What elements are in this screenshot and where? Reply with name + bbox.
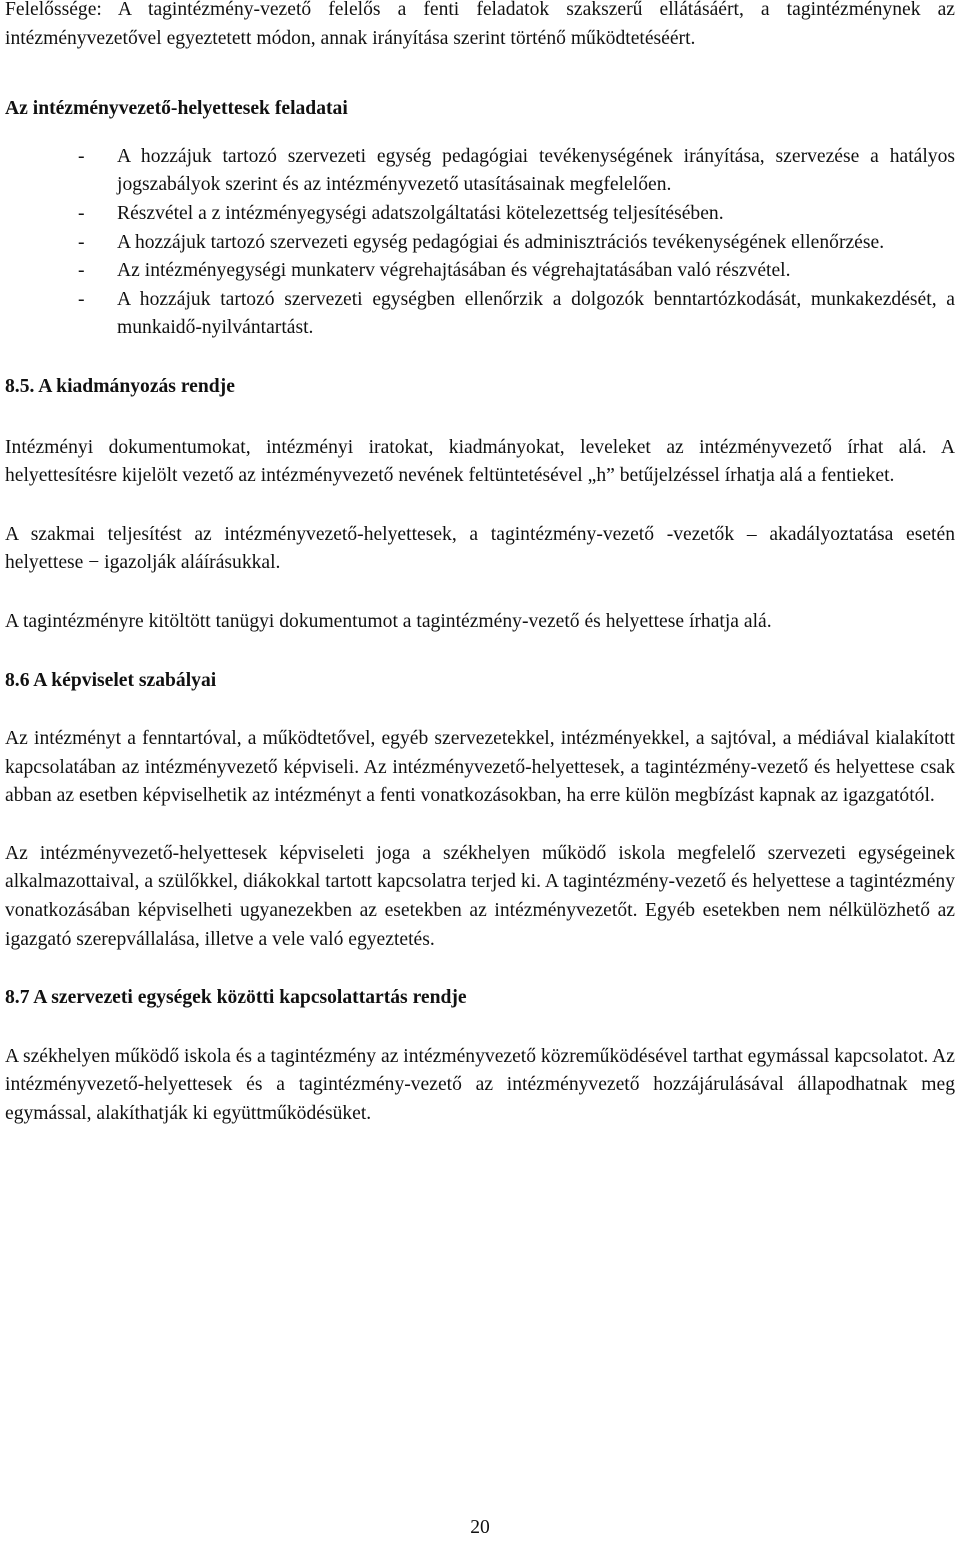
- list-item: - A hozzájuk tartozó szervezeti egységben ellenőrzik a dolgozók benntartózkodását, munkakezdését, a munkaidő-nyilvántartást.: [5, 286, 955, 343]
- body-paragraph: Intézményi dokumentumokat, intézményi iratokat, kiadmányokat, leveleket az intézményvezető írhat alá. A helyettesítésre kijelölt vezető az intézményvezető nevének feltüntetésével „h” betűjelzéssel írhatja alá a fentieket.: [5, 436, 955, 487]
- section-heading-8-6: 8.6 A képviselet szabályai: [5, 669, 217, 691]
- body-paragraph: A székhelyen működő iskola és a tagintézmény az intézményvezető közreműködésével tarthat egymással kapcsolatot. Az intézményvezető-helyettesek és a tagintézmény-vezető az intézményvezető hozzájárulásával állapodhatnak meg egymással, alakíthatják ki együttműködésüket.: [5, 1045, 955, 1125]
- body-paragraph: Az intézményvezető-helyettesek képviseleti joga a székhelyen működő iskola megfelelő szervezeti egységeinek alkalmazottaival, a szülőkkel, diákokkal tartott kapcsolatra terjed ki. A tagintézmény-vezető és helyettese a tagintézmény vonatkozásában képviselheti ugyanezekben az esetekben az intézményvezetőt. Egyéb esetekben nem nélkülözhető az igazgató szerepvállalása, illetve a vele való egyeztetés.: [5, 842, 955, 950]
- body-paragraph: A szakmai teljesítést az intézményvezető-helyettesek, a tagintézmény-vezető -vezetők – akadályoztatása esetén helyettese − igazolják aláírásukkal.: [5, 523, 955, 574]
- list-bullet: -: [78, 145, 85, 167]
- document-page: [5, 0, 955, 1129]
- section-heading-8-5: 8.5. A kiadmányozás rendje: [5, 375, 235, 397]
- deputies-task-list: [5, 143, 955, 343]
- body-paragraph: A tagintézményre kitöltött tanügyi dokumentumot a tagintézmény-vezető és helyettese írhatja alá.: [5, 610, 772, 632]
- list-bullet: -: [78, 288, 85, 310]
- list-item: - A hozzájuk tartozó szervezeti egység pedagógiai tevékenységének irányítása, szervezése a hatályos jogszabályok szerint és az intézményvezető utasításainak megfelelően.: [5, 143, 955, 200]
- list-item: - A hozzájuk tartozó szervezeti egység pedagógiai és adminisztrációs tevékenységének ellenőrzése.: [5, 229, 955, 258]
- list-bullet: -: [78, 202, 85, 224]
- body-paragraph: Az intézményt a fenntartóval, a működtetővel, egyéb szervezetekkel, intézményekkel, a sajtóval, a médiával kialakított kapcsolatában az intézményvezető képviseli. Az intézményvezető-helyettesek, a tagintézmény-vezető és helyettese csak abban az esetben képviselhetik az intézményt a fenti vonatkozásokban, ha erre külön megbízást kapnak az igazgatótól.: [5, 728, 955, 807]
- list-bullet: -: [78, 260, 85, 282]
- list-bullet: -: [78, 231, 85, 253]
- list-item: - Részvétel a z intézményegységi adatszolgáltatási kötelezettség teljesítésében.: [5, 200, 955, 229]
- responsibility-paragraph: Felelőssége: A tagintézmény-vezető felelős a fenti feladatok szakszerű ellátásáért, a tagintézménynek az intézményvezetővel egyeztetett módon, annak irányítása szerint történő működtetéséért.: [5, 0, 955, 49]
- list-item: - Az intézményegységi munkaterv végrehajtásában és végrehajtatásában való részvétel.: [5, 257, 955, 286]
- section-heading-8-7: 8.7 A szervezeti egységek közötti kapcsolattartás rendje: [5, 987, 467, 1009]
- deputies-heading: Az intézményvezető-helyettesek feladatai: [5, 98, 348, 120]
- page-number: 20: [470, 1517, 490, 1538]
